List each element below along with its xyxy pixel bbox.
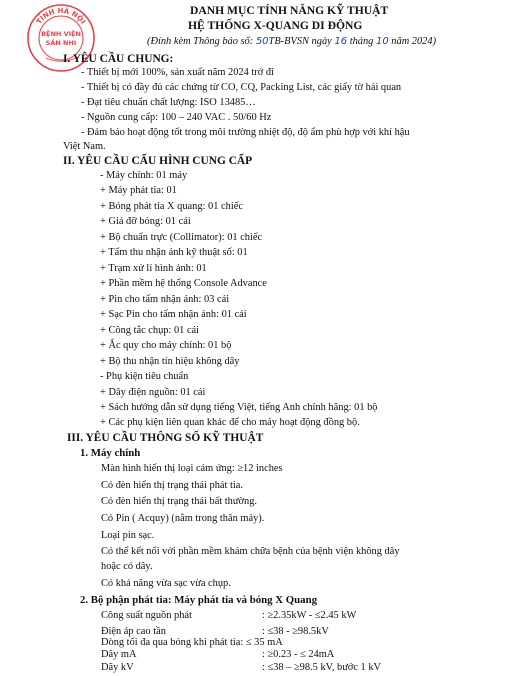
section2-item: + Dây điện nguồn: 01 cái — [100, 387, 206, 398]
spec-row-label: Dãy kV — [101, 662, 134, 673]
handwritten-month: 10 — [375, 36, 389, 47]
spec-line: hoặc có dây. — [101, 561, 153, 572]
section1-item: - Nguồn cung cấp: 100 – 240 VAC . 50/60 Hz — [81, 112, 272, 123]
doc-subtitle: (Đính kèm Thông báo số: 50TB-BVSN ngày 16 tháng 10 năm 2024) — [147, 36, 437, 47]
subsection2-heading: 2. Bộ phận phát tia: Máy phát tia và bóng X Quang — [80, 594, 317, 606]
section3-heading: III. YÊU CẦU THÔNG SỐ KỸ THUẬT — [67, 432, 264, 444]
section2-item: - Phụ kiện tiêu chuẩn — [100, 371, 189, 382]
spec-row-value: : ≥2.35kW - ≤2.45 kW — [262, 610, 357, 621]
section2-item: + Bộ thu nhận tín hiệu không dây — [100, 356, 240, 367]
section2-heading: II. YÊU CẦU CẤU HÌNH CUNG CẤP — [63, 155, 253, 167]
spec-line: Có khả năng vừa sạc vừa chụp. — [101, 578, 231, 589]
spec-row-value: : ≤38 - ≥98.5kV — [262, 626, 329, 637]
section2-item: + Sách hướng dẫn sử dụng tiếng Việt, tiếng Anh chính hãng: 01 bộ — [100, 402, 378, 413]
handwritten-doc-number: 50 — [255, 36, 269, 47]
section2-item: + Phần mềm hệ thống Console Advance — [100, 278, 267, 289]
doc-title-line1: DANH MỤC TÍNH NĂNG KỸ THUẬT — [190, 4, 389, 17]
section1-item: - Đảm bảo hoạt động tốt trong môi trường nhiệt độ, độ ẩm phù hợp với khí hậu — [81, 127, 410, 138]
spec-row-value: : ≥0.23 - ≤ 24mA — [262, 649, 335, 660]
spec-row-label: Dòng tối đa qua bóng khi phát tia: ≤ 35 mA — [101, 637, 283, 648]
spec-row-label: Điện áp cao tần — [101, 626, 166, 637]
section2-item: + Máy phát tia: 01 — [100, 185, 177, 196]
spec-row-value: : ≤38 – ≥98.5 kV, bước 1 kV — [262, 662, 382, 673]
section2-item: + Tấm thu nhận ảnh kỹ thuật số: 01 — [100, 247, 248, 258]
section2-item: + Giá đỡ bóng: 01 cái — [100, 216, 191, 227]
spec-line: Có đèn hiển thị trạng thái bất thường. — [101, 496, 257, 507]
section2-item: + Sạc Pin cho tấm nhận ảnh: 01 cái — [100, 309, 247, 320]
section2-item: - Máy chính: 01 máy — [100, 170, 188, 181]
section2-item: + Bộ chuẩn trực (Collimator): 01 chiếc — [100, 232, 263, 243]
stamp-center-line1: BỆNH VIỆN — [41, 30, 81, 38]
section2-item: + Các phụ kiện liên quan khác để cho máy hoạt động đồng bộ. — [100, 417, 360, 428]
spec-line: Loại pin sạc. — [101, 530, 155, 541]
subsection1-heading: 1. Máy chính — [80, 447, 141, 459]
spec-line: Có Pin ( Acquy) (nằm trong thân máy). — [101, 513, 265, 524]
stamp-center-line2: SẢN NHI — [45, 39, 77, 47]
section1-item: - Thiết bị có đầy đủ các chứng từ CO, CQ, Packing List, các giấy tờ hải quan — [81, 82, 402, 93]
stamp-ring-text: TỈNH HÀ NỘI — [35, 6, 87, 26]
spec-line: Có thể kết nối với phần mềm khám chữa bệnh của bệnh viện không dây — [101, 546, 400, 557]
spec-row-label: Công suất nguồn phát — [101, 610, 192, 621]
doc-title-line2: HỆ THỐNG X-QUANG DI ĐỘNG — [188, 19, 363, 32]
section1-heading: I. YÊU CẦU CHUNG: — [63, 53, 174, 65]
section2-item: + Ắc quy cho máy chính: 01 bộ — [100, 340, 232, 351]
section2-item: + Bóng phát tia X quang: 01 chiếc — [100, 201, 243, 212]
spec-row-label: Dãy mA — [101, 649, 137, 660]
section1-item: Việt Nam. — [63, 141, 106, 152]
section2-item: + Công tắc chụp: 01 cái — [100, 325, 200, 336]
section1-item: - Đạt tiêu chuẩn chất lượng: ISO 13485… — [81, 97, 256, 108]
section1-item: - Thiết bị mới 100%, sản xuất năm 2024 trở đi — [81, 67, 274, 78]
section2-item: + Pin cho tấm nhận ảnh: 03 cái — [100, 294, 230, 305]
spec-line: Có đèn hiển thị trạng thái phát tia. — [101, 480, 243, 491]
handwritten-day: 16 — [334, 36, 348, 47]
section2-item: + Trạm xử lí hình ảnh: 01 — [100, 263, 207, 274]
spec-line: Màn hình hiển thị loại cảm ứng: ≥12 inches — [101, 463, 283, 474]
